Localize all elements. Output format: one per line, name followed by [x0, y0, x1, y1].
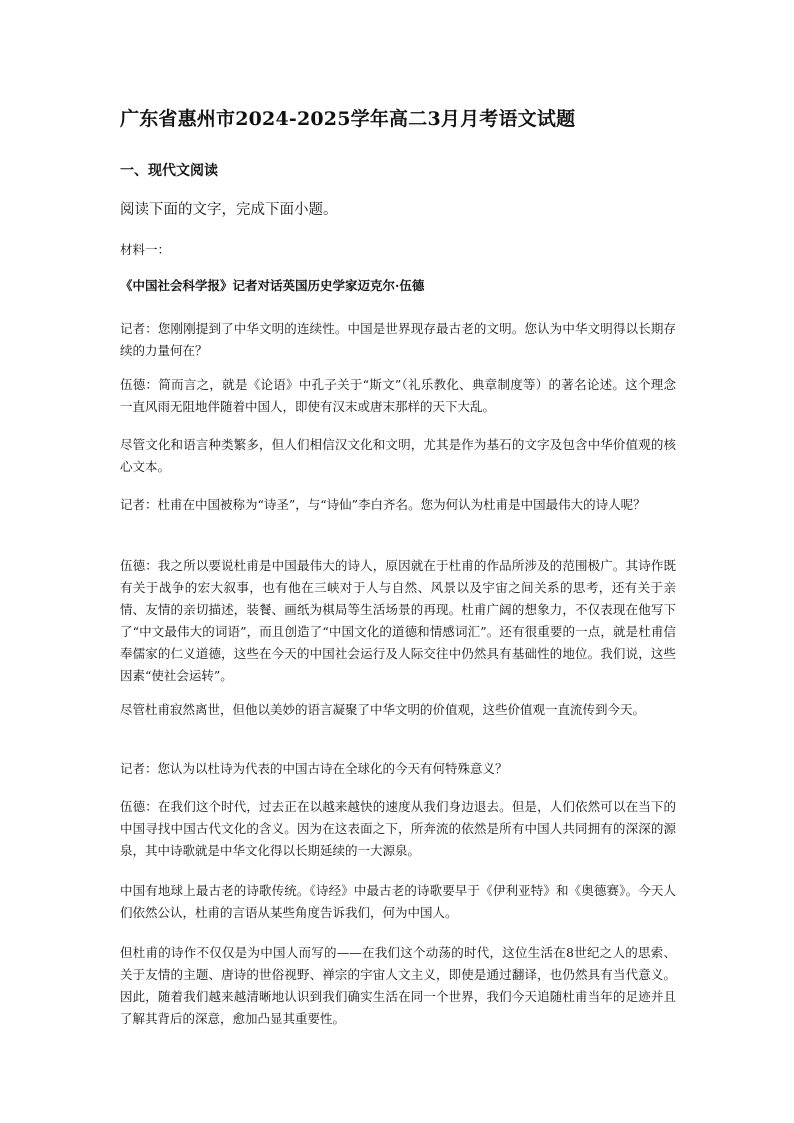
paragraph-5: 伍德：我之所以要说杜甫是中国最伟大的诗人，原因就在于杜甫的作品所涉及的范围极广。其诗作既有关于战争的宏大叙事，也有他在三峡对于人与自然、风景以及宇宙之间关系的思考，还有关于亲情、友情的亲切描述，装餐、画纸为棋局等生活场景的再现。杜甫广阔的想象力，不仅表现在他写下了“中文最伟大的词语”，而且创造了“中国文化的道德和情感词汇”。还有很重要的一点，就是杜甫信奉儒家的仁义道德，这些在今天的中国社会运行及人际交往中仍然具有基础性的地位。我们说，这些因素“使社会运转”。 — [120, 558, 676, 683]
document-title: 广东省惠州市2024-2025学年高二3月月考语文试题 — [120, 108, 576, 130]
paragraph-7: 记者：您认为以杜诗为代表的中国古诗在全球化的今天有何特殊意义？ — [120, 761, 508, 776]
paragraph-6: 尽管杜甫寂然离世，但他以美妙的语言凝聚了中华文明的价值观，这些价值观一直流传到今天。 — [120, 702, 646, 717]
paragraph-3: 尽管文化和语言种类繁多，但人们相信汉文化和文明，尤其是作为基石的文字及包含中华价值观的核心文本。 — [120, 437, 676, 474]
paragraph-2: 伍德：简而言之，就是《论语》中孔子关于“斯文”（礼乐教化、典章制度等）的著名论述。这个理念一直风雨无阻地伴随着中国人，即使有汉末或唐末那样的天下大乱。 — [120, 377, 676, 414]
material-label: 材料一： — [120, 242, 171, 257]
paragraph-10: 但杜甫的诗作不仅仅是为中国人而写的——在我们这个动荡的时代，这位生活在8世纪之人的思索、关于友情的主题、唐诗的世俗视野、禅宗的宇宙人文主义，即使是通过翻译，也仍然具有当代意义。因此，随着我们越来越清晰地认识到我们确实生活在同一个世界，我们今天追随杜甫当年的足迹并且了解其背后的深意，愈加凸显其重要性。 — [120, 945, 676, 1026]
section-heading: 一、现代文阅读 — [120, 163, 218, 179]
paragraph-1: 记者：您刚刚提到了中华文明的连续性。中国是世界现存最古老的文明。您认为中华文明得以长期存续的力量何在？ — [120, 321, 676, 358]
reading-instruction: 阅读下面的文字，完成下面小题。 — [120, 202, 338, 218]
paragraph-8: 伍德：在我们这个时代，过去正在以越来越快的速度从我们身边退去。但是，人们依然可以在当下的中国寻找中国古代文化的含义。因为在这表面之下，所奔流的依然是所有中国人共同拥有的深深的源泉，其中诗歌就是中华文化得以长期延续的一大源泉。 — [120, 799, 676, 858]
paragraph-9: 中国有地球上最古老的诗歌传统。《诗经》中最古老的诗歌要早于《伊利亚特》和《奥德赛》。今天人们依然公认，杜甫的言语从某些角度告诉我们，何为中国人。 — [120, 883, 676, 920]
paragraph-4: 记者：杜甫在中国被称为“诗圣”，与“诗仙”李白齐名。您为何认为杜甫是中国最伟大的诗人呢？ — [120, 497, 646, 512]
article-heading: 《中国社会科学报》记者对话英国历史学家迈克尔·伍德 — [120, 278, 425, 293]
